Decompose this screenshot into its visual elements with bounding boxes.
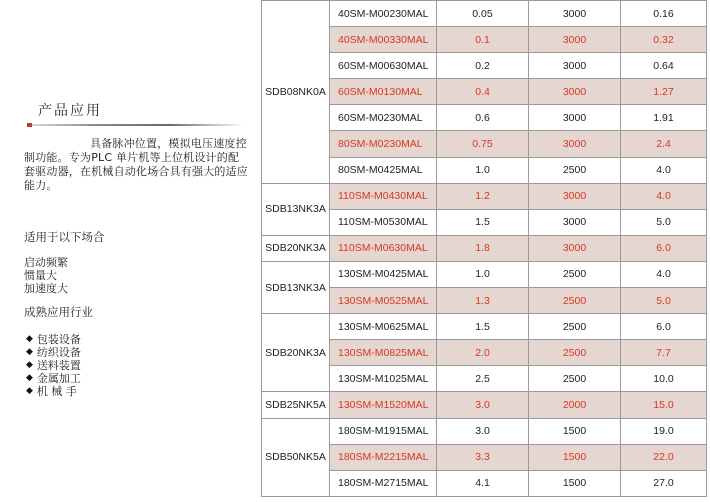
value-cell: 2500 [529, 314, 621, 340]
spec-table [261, 0, 707, 497]
value-cell: 1.27 [621, 79, 707, 105]
motor-model-cell: 180SM-M2215MAL [330, 444, 437, 470]
motor-model-cell: 40SM-M00230MAL [330, 1, 437, 27]
motor-model-cell: 60SM-M0230MAL [330, 105, 437, 131]
value-cell: 1.5 [437, 209, 529, 235]
value-cell: 3000 [529, 131, 621, 157]
value-cell: 3.0 [437, 392, 529, 418]
value-cell: 6.0 [621, 314, 707, 340]
value-cell: 1500 [529, 418, 621, 444]
table-row [262, 235, 707, 261]
spec-table-container [261, 0, 706, 502]
value-cell: 1.0 [437, 157, 529, 183]
value-cell: 0.6 [437, 105, 529, 131]
motor-model-cell: 40SM-M00330MAL [330, 27, 437, 53]
diamond-bullet-icon: ◆ [26, 347, 33, 357]
value-cell: 0.2 [437, 53, 529, 79]
motor-model-cell: 180SM-M2715MAL [330, 470, 437, 496]
value-cell: 6.0 [621, 235, 707, 261]
value-cell: 0.4 [437, 79, 529, 105]
value-cell: 3000 [529, 235, 621, 261]
value-cell: 1.0 [437, 261, 529, 287]
driver-model-cell: SDB50NK5A [262, 418, 330, 496]
value-cell: 15.0 [621, 392, 707, 418]
value-cell: 4.0 [621, 183, 707, 209]
driver-model-cell: SDB25NK5A [262, 392, 330, 418]
value-cell: 1500 [529, 470, 621, 496]
value-cell: 0.1 [437, 27, 529, 53]
motor-model-cell: 130SM-M1025MAL [330, 366, 437, 392]
driver-model-cell: SDB20NK3A [262, 314, 330, 392]
value-cell: 0.32 [621, 27, 707, 53]
driver-model-cell: SDB20NK3A [262, 235, 330, 261]
motor-model-cell: 130SM-M0525MAL [330, 288, 437, 314]
value-cell: 1.2 [437, 183, 529, 209]
table-row [262, 392, 707, 418]
value-cell: 7.7 [621, 340, 707, 366]
table-row [262, 1, 707, 27]
value-cell: 3.3 [437, 444, 529, 470]
value-cell: 1.5 [437, 314, 529, 340]
value-cell: 3000 [529, 105, 621, 131]
table-row [262, 314, 707, 340]
occasion-list [24, 256, 68, 295]
occasion-item: 加速度大 [24, 282, 68, 295]
value-cell: 10.0 [621, 366, 707, 392]
value-cell: 4.0 [621, 261, 707, 287]
value-cell: 19.0 [621, 418, 707, 444]
motor-model-cell: 80SM-M0230MAL [330, 131, 437, 157]
driver-model-cell: SDB08NK0A [262, 1, 330, 184]
value-cell: 4.1 [437, 470, 529, 496]
value-cell: 0.05 [437, 1, 529, 27]
value-cell: 2000 [529, 392, 621, 418]
diamond-bullet-icon: ◆ [26, 386, 33, 396]
value-cell: 27.0 [621, 470, 707, 496]
value-cell: 5.0 [621, 209, 707, 235]
industry-item: ◆ 送料装置 [26, 359, 81, 372]
value-cell: 3000 [529, 27, 621, 53]
motor-model-cell: 130SM-M0825MAL [330, 340, 437, 366]
value-cell: 0.16 [621, 1, 707, 27]
value-cell: 2500 [529, 261, 621, 287]
industry-item: ◆ 纺织设备 [26, 346, 81, 359]
diamond-bullet-icon: ◆ [26, 334, 33, 344]
value-cell: 3000 [529, 79, 621, 105]
motor-model-cell: 80SM-M0425MAL [330, 157, 437, 183]
value-cell: 1500 [529, 444, 621, 470]
value-cell: 3000 [529, 53, 621, 79]
occasion-heading: 适用于以下场合 [24, 230, 105, 244]
value-cell: 0.64 [621, 53, 707, 79]
value-cell: 4.0 [621, 157, 707, 183]
value-cell: 2.5 [437, 366, 529, 392]
value-cell: 2500 [529, 157, 621, 183]
value-cell: 1.91 [621, 105, 707, 131]
motor-model-cell: 110SM-M0430MAL [330, 183, 437, 209]
industry-heading: 成熟应用行业 [24, 305, 93, 319]
motor-model-cell: 130SM-M1520MAL [330, 392, 437, 418]
value-cell: 0.75 [437, 131, 529, 157]
value-cell: 2500 [529, 340, 621, 366]
motor-model-cell: 60SM-M0130MAL [330, 79, 437, 105]
value-cell: 2.0 [437, 340, 529, 366]
value-cell: 1.3 [437, 288, 529, 314]
motor-model-cell: 110SM-M0630MAL [330, 235, 437, 261]
motor-model-cell: 110SM-M0530MAL [330, 209, 437, 235]
value-cell: 2500 [529, 288, 621, 314]
table-row [262, 418, 707, 444]
industry-item: ◆ 机 械 手 [26, 385, 77, 398]
industry-item: ◆ 包装设备 [26, 333, 81, 346]
intro-paragraph: 具备脉冲位置，模拟电压速度控制功能。专为PLC 单片机等上位机设计的配套驱动器，在机械自动化场合具有强大的适应能力。 [24, 137, 248, 192]
occasion-item: 启动频繁 [24, 256, 68, 269]
value-cell: 5.0 [621, 288, 707, 314]
value-cell: 3000 [529, 1, 621, 27]
value-cell: 2.4 [621, 131, 707, 157]
industry-item: ◆ 金属加工 [26, 372, 81, 385]
value-cell: 3000 [529, 209, 621, 235]
driver-model-cell: SDB13NK3A [262, 261, 330, 313]
table-row [262, 183, 707, 209]
motor-model-cell: 60SM-M00630MAL [330, 53, 437, 79]
motor-model-cell: 180SM-M1915MAL [330, 418, 437, 444]
value-cell: 1.8 [437, 235, 529, 261]
diamond-bullet-icon: ◆ [26, 373, 33, 383]
driver-model-cell: SDB13NK3A [262, 183, 330, 235]
motor-model-cell: 130SM-M0425MAL [330, 261, 437, 287]
section-title: 产品应用 [38, 103, 102, 119]
value-cell: 3.0 [437, 418, 529, 444]
spec-table-body [262, 1, 707, 497]
value-cell: 22.0 [621, 444, 707, 470]
industry-list [26, 333, 81, 398]
value-cell: 3000 [529, 183, 621, 209]
left-panel [0, 0, 258, 502]
diamond-bullet-icon: ◆ [26, 360, 33, 370]
title-divider [30, 124, 245, 126]
value-cell: 2500 [529, 366, 621, 392]
occasion-item: 惯量大 [24, 269, 57, 282]
motor-model-cell: 130SM-M0625MAL [330, 314, 437, 340]
table-row [262, 261, 707, 287]
